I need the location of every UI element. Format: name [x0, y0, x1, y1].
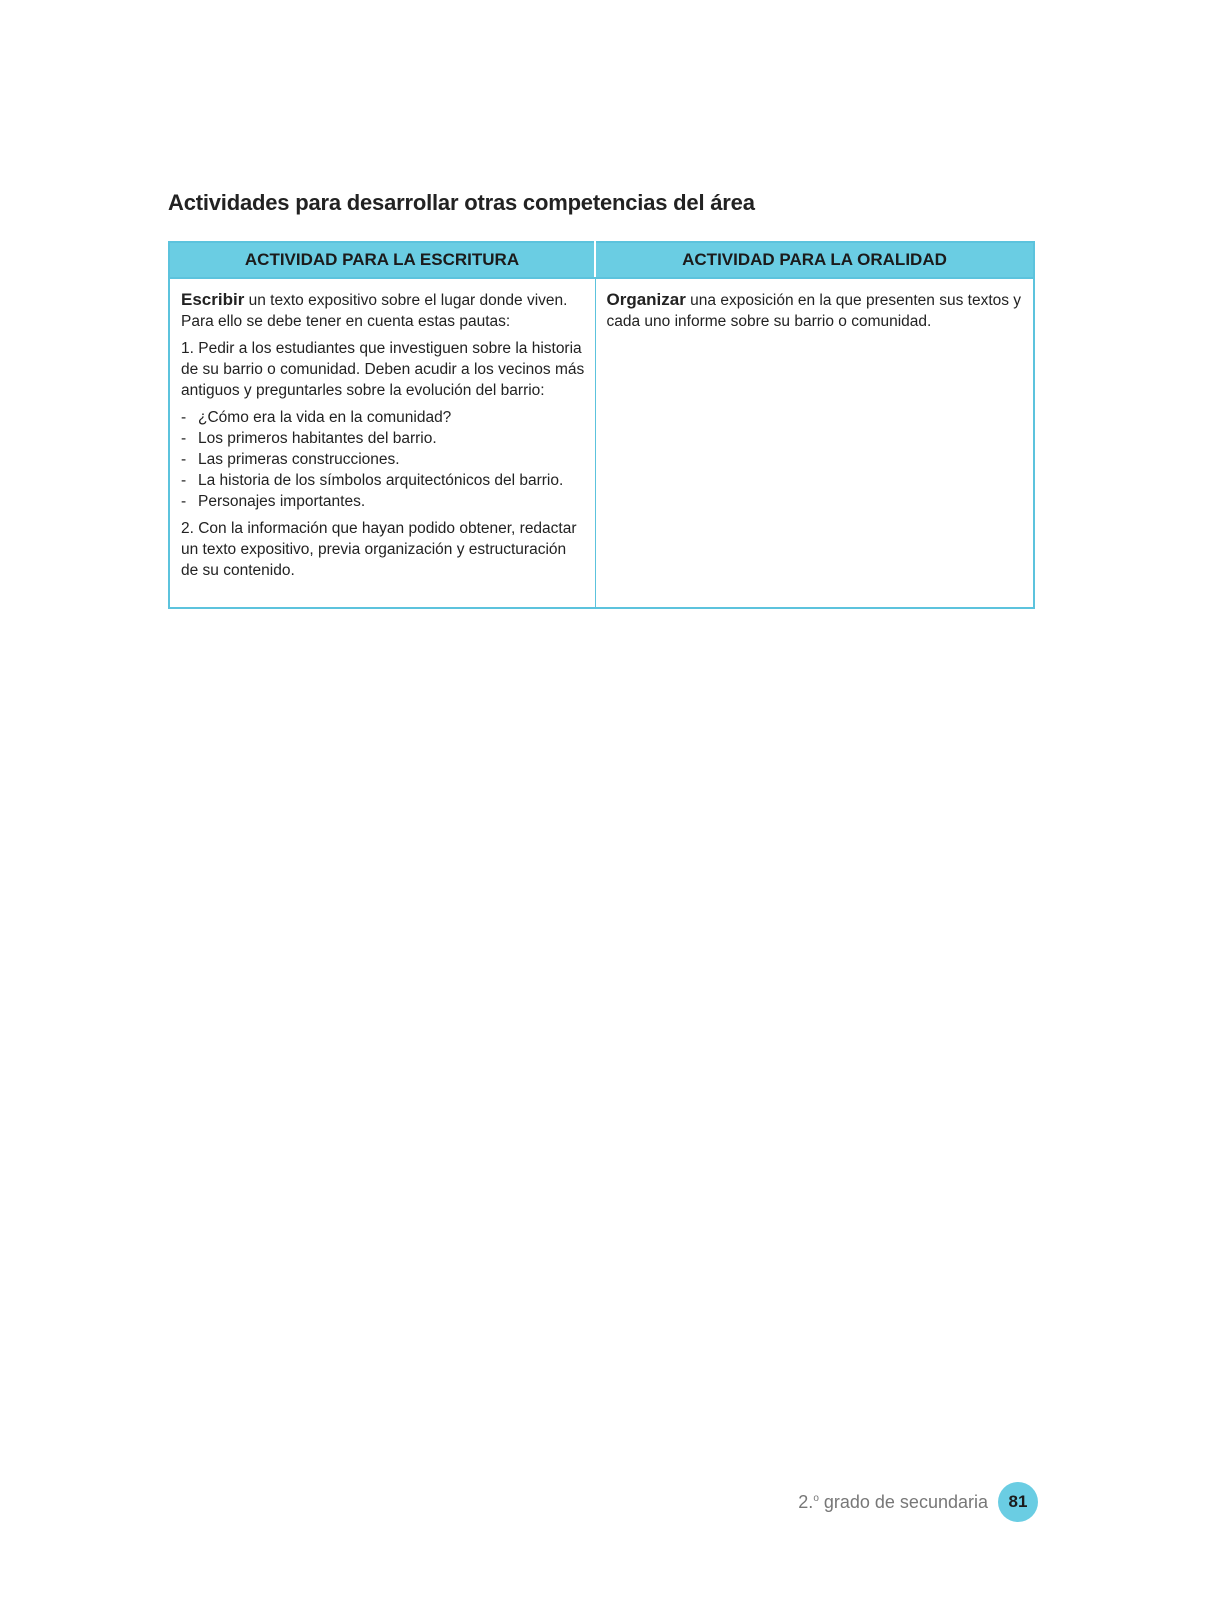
- section-title: Actividades para desarrollar otras competencias del área: [168, 190, 755, 215]
- grade-number: 2.: [798, 1491, 814, 1512]
- orality-body-text: una exposición en la que presenten sus textos y cada uno informe sobre su barrio o comunidad.: [606, 292, 1022, 330]
- writing-activity-cell: [169, 278, 595, 608]
- list-item: [181, 407, 585, 428]
- dash-marker: -: [181, 430, 187, 447]
- list-item: [181, 449, 585, 470]
- page-footer: [798, 1482, 1038, 1522]
- writing-intro: [181, 289, 585, 332]
- grade-label: [798, 1492, 988, 1513]
- table-header-row: [169, 242, 1034, 278]
- list-item-text: Personajes importantes.: [198, 493, 366, 510]
- list-item-text: La historia de los símbolos arquitectónicos del barrio.: [198, 472, 564, 489]
- page-number-badge: 81: [998, 1482, 1038, 1522]
- orality-activity-cell: [595, 278, 1034, 608]
- list-item: [181, 428, 585, 449]
- grade-ordinal: o: [813, 1492, 819, 1504]
- dash-marker: -: [181, 472, 187, 489]
- list-item: [181, 470, 585, 491]
- dash-marker: -: [181, 493, 187, 510]
- grade-label-text: grado de secundaria: [818, 1491, 988, 1512]
- activities-table: [168, 241, 1035, 609]
- writing-lead-verb: Escribir: [181, 290, 245, 309]
- dash-marker: -: [181, 451, 187, 468]
- orality-lead-verb: Organizar: [606, 290, 686, 309]
- writing-step-2: 2. Con la información que hayan podido obtener, redactar un texto expositivo, previa organización y estructuración de su contenido.: [181, 520, 577, 579]
- writing-step-1: 1. Pedir a los estudiantes que investiguen sobre la historia de su barrio o comunidad. Deben acudir a los vecinos más antiguos y preguntarles sobre la evolución del barrio:: [181, 340, 585, 399]
- header-orality: ACTIVIDAD PARA LA ORALIDAD: [595, 242, 1034, 278]
- writing-bullet-list: [181, 407, 585, 512]
- dash-marker: -: [181, 409, 187, 426]
- list-item-text: Las primeras construcciones.: [198, 451, 400, 468]
- list-item-text: ¿Cómo era la vida en la comunidad?: [198, 409, 452, 426]
- table-row: [169, 278, 1034, 608]
- writing-intro-text: un texto expositivo sobre el lugar donde viven. Para ello se debe tener en cuenta estas pautas:: [181, 292, 568, 330]
- list-item: [181, 491, 585, 512]
- orality-text: [607, 289, 1024, 332]
- header-writing: ACTIVIDAD PARA LA ESCRITURA: [169, 242, 595, 278]
- list-item-text: Los primeros habitantes del barrio.: [198, 430, 437, 447]
